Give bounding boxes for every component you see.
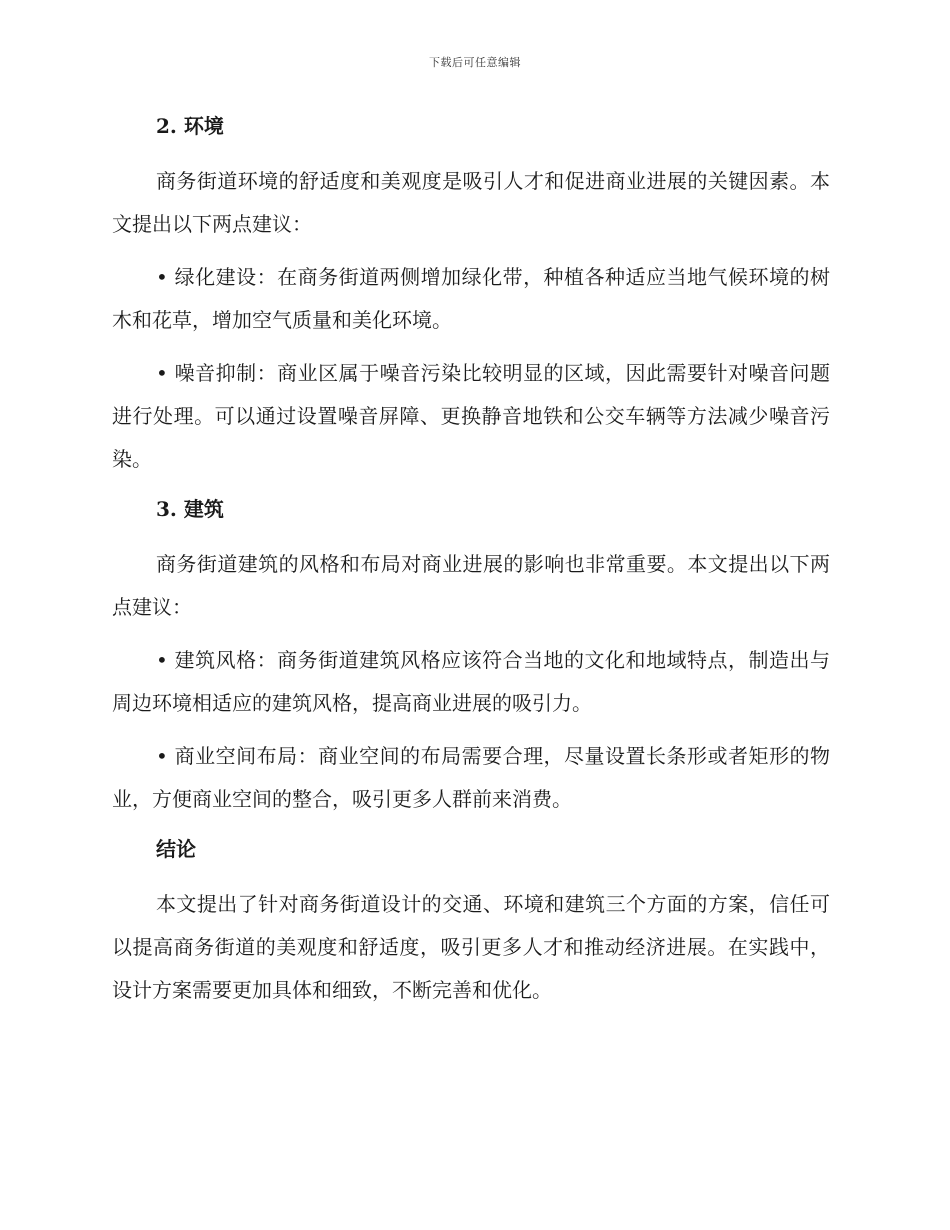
section-architecture <box>112 491 830 821</box>
paragraph: 商务街道建筑的风格和布局对商业进展的影响也非常重要。本文提出以下两点建议： <box>112 552 830 619</box>
bullet-paragraph: • 绿化建设：在商务街道两侧增加绿化带，种植各种适应当地气候环境的树木和花草，增加空气质量和美化环境。 <box>112 265 830 332</box>
section-heading: 3. 建筑 <box>156 497 224 521</box>
section-conclusion <box>112 831 830 1012</box>
paragraph: 本文提出了针对商务街道设计的交通、环境和建筑三个方面的方案，信任可以提高商务街道的美观度和舒适度，吸引更多人才和推动经济进展。在实践中，设计方案需要更加具体和细致，不断完善和优化。 <box>112 892 830 1002</box>
bullet-paragraph: • 噪音抑制：商业区属于噪音污染比较明显的区域，因此需要针对噪音问题进行处理。可以通过设置噪音屏障、更换静音地铁和公交车辆等方法减少噪音污染。 <box>112 361 830 471</box>
bullet-paragraph: • 建筑风格：商务街道建筑风格应该符合当地的文化和地域特点，制造出与周边环境相适应的建筑风格，提高商业进展的吸引力。 <box>112 648 830 715</box>
bullet-paragraph: • 商业空间布局：商业空间的布局需要合理，尽量设置长条形或者矩形的物业，方便商业空间的整合，吸引更多人群前来消费。 <box>112 744 830 811</box>
paragraph: 商务街道环境的舒适度和美观度是吸引人才和促进商业进展的关键因素。本文提出以下两点建议： <box>112 169 830 236</box>
page-header: 下载后可任意编辑 <box>429 56 521 69</box>
section-heading: 2. 环境 <box>156 114 224 138</box>
section-heading: 结论 <box>156 837 196 861</box>
section-environment <box>112 108 830 481</box>
document-body <box>112 108 830 1022</box>
